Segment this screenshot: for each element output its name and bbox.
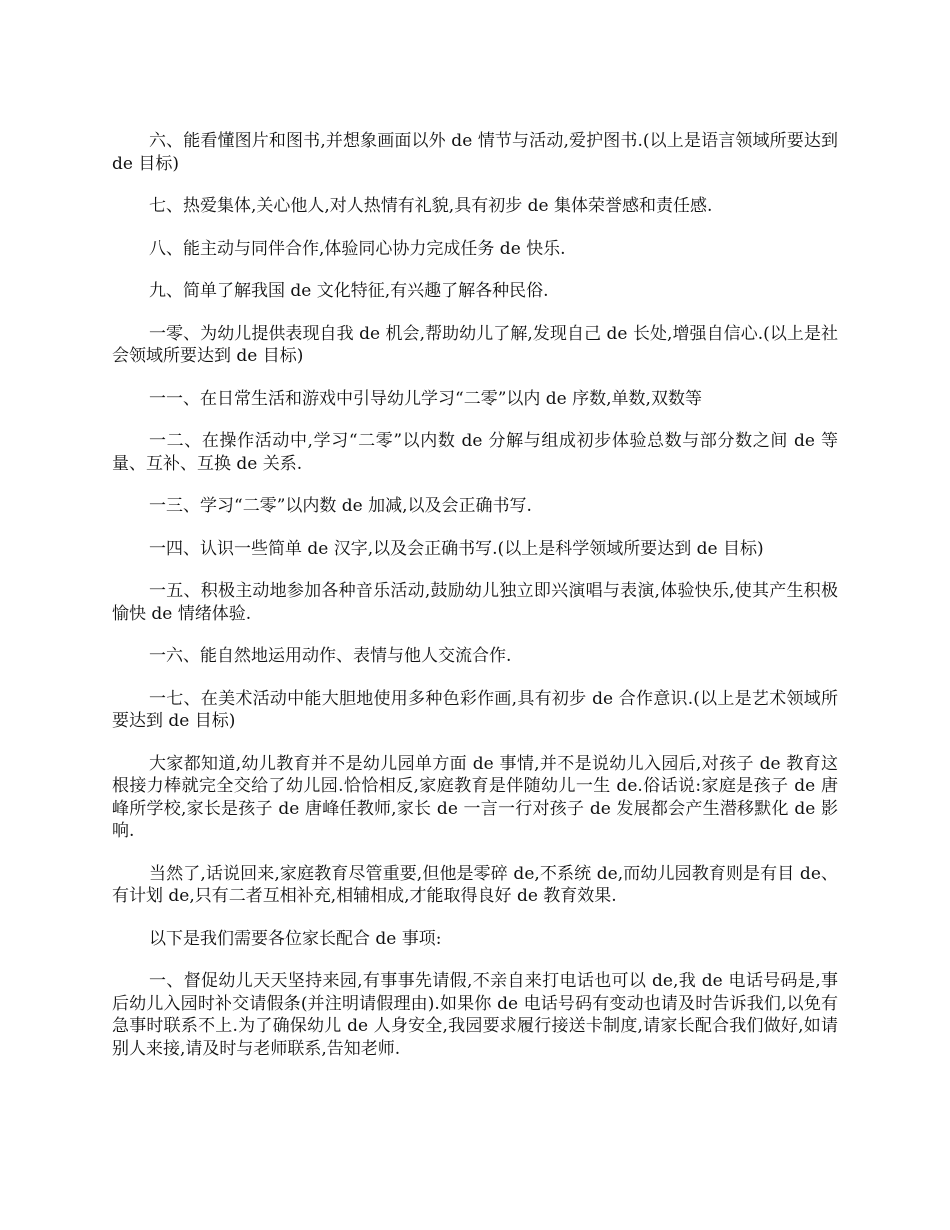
paragraph: 一一、在日常生活和游戏中引导幼儿学习“二零”以内 de 序数,单数,双数等 [149, 388, 702, 409]
paragraph: 一五、积极主动地参加各种音乐活动,鼓励幼儿独立即兴演唱与表演,体验快乐,使其产生积极愉快 de 情绪体验. [112, 581, 838, 624]
paragraph: 当然了,话说回来,家庭教育尽管重要,但他是零碎 de,不系统 de,而幼儿园教育则是有目 de、有计划 de,只有二者互相补充,相辅相成,才能取得良好 de 教育效果. [112, 863, 838, 906]
paragraph: 六、能看懂图片和图书,并想象画面以外 de 情节与活动,爱护图书.(以上是语言领域所要达到 de 目标) [112, 131, 838, 174]
paragraph: 八、能主动与同伴合作,体验同心协力完成任务 de 快乐. [149, 238, 566, 259]
paragraph: 一零、为幼儿提供表现自我 de 机会,帮助幼儿了解,发现自己 de 长处,增强自信心.(以上是社会领域所要达到 de 目标) [112, 323, 838, 366]
paragraph: 九、简单了解我国 de 文化特征,有兴趣了解各种民俗. [149, 281, 549, 301]
paragraph: 一七、在美术活动中能大胆地使用多种色彩作画,具有初步 de 合作意识.(以上是艺术领域所要达到 de 目标) [112, 688, 838, 731]
paragraph: 一、督促幼儿天天坚持来园,有事事先请假,不亲自来打电话也可以 de,我 de 电话号码是,事后幼儿入园时补交请假条(并注明请假理由).如果你 de 电话号码有变动也请及时告诉我们,以免有急事时联系不上.为了确保幼儿 de 人身安全,我园要求履行接送卡制度,请家长配合我们做好,如请别人来接,请及时与老师联系,告知老师. [112, 971, 838, 1059]
paragraph: 一四、认识一些简单 de 汉字,以及会正确书写.(以上是科学领域所要达到 de 目标) [149, 538, 764, 559]
paragraph: 一六、能自然地运用动作、表情与他人交流合作. [149, 646, 512, 666]
paragraph: 一三、学习“二零”以内数 de 加减,以及会正确书写. [149, 496, 532, 516]
paragraph: 以下是我们需要各位家长配合 de 事项: [149, 928, 442, 949]
paragraph: 一二、在操作活动中,学习“二零”以内数 de 分解与组成初步体验总数与部分数之间 de 等量、互补、互换 de 关系. [112, 431, 838, 474]
paragraph: 七、热爱集体,关心他人,对人热情有礼貌,具有初步 de 集体荣誉感和责任感. [149, 196, 713, 216]
paragraph: 大家都知道,幼儿教育并不是幼儿园单方面 de 事情,并不是说幼儿入园后,对孩子 de 教育这根接力棒就完全交给了幼儿园.恰恰相反,家庭教育是伴随幼儿一生 de.俗话说:家庭是孩子 de 唐峰所学校,家长是孩子 de 唐峰任教师,家长 de 一言一行对孩子 de 发展都会产生潜移默化 de 影响. [112, 753, 838, 841]
